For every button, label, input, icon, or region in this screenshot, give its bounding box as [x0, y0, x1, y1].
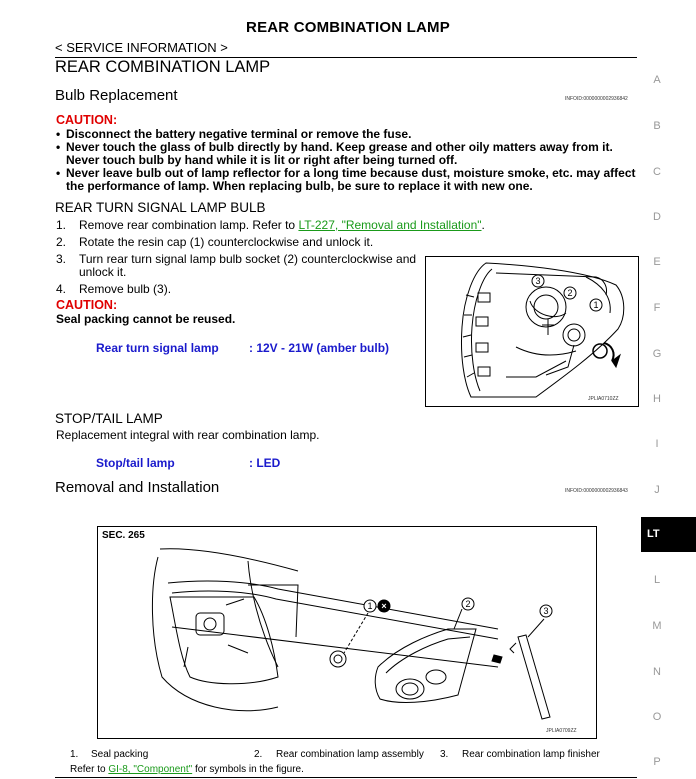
rear-lamp-drawing — [98, 527, 596, 738]
legend-text: Rear combination lamp finisher — [462, 749, 600, 760]
index-tab-p[interactable]: P — [653, 756, 661, 768]
index-tab-a[interactable]: A — [653, 74, 661, 86]
spec-value: : 12V - 21W (amber bulb) — [249, 341, 390, 355]
legend-text: Rear combination lamp assembly — [276, 749, 424, 760]
caution-label: CAUTION: — [56, 113, 118, 127]
callout-2: 2 — [567, 288, 573, 298]
index-tab-c[interactable]: C — [653, 166, 661, 178]
step-text: Turn rear turn signal lamp bulb socket (2) counterclockwise and — [79, 252, 417, 266]
spec-label: Rear turn signal lamp — [96, 341, 219, 355]
section-title: REAR COMBINATION LAMP — [55, 58, 271, 76]
caution-list: • Disconnect the battery negative terminal or remove the fuse. • Never touch the glass of bulb directly by hand. Keep grease and other oily matters away from it. Never touch bulb by hand while it is lit or right after being turned off. • Never leave bulb out of lamp reflector for a long time because dust, moisture smoke, etc. may affect the performance of lamp. When replacing bulb, be sure to replace it with new one. — [56, 127, 636, 193]
info-id: INFOID:0000000002936843 — [565, 488, 628, 494]
caution-text: Seal packing cannot be reused. — [56, 312, 236, 326]
figure-code: JPLIA0710ZZ — [588, 396, 619, 402]
figure-reference: Refer to GI-8, "Component" for symbols in the figure. — [70, 764, 304, 775]
footer-rule — [55, 777, 637, 778]
callout-1: 1 — [367, 601, 373, 611]
callout-3: 3 — [543, 606, 549, 616]
removal-link[interactable]: LT-227, "Removal and Installation" — [298, 218, 482, 232]
stop-tail-heading: STOP/TAIL LAMP — [55, 411, 163, 426]
step-text: Remove bulb (3). — [79, 282, 172, 296]
index-tab-b[interactable]: B — [653, 120, 661, 132]
sec-label: SEC. 265 — [102, 530, 145, 541]
index-tab-e[interactable]: E — [653, 256, 661, 268]
index-tab-g[interactable]: G — [652, 348, 662, 360]
info-id: INFOID:0000000002936842 — [565, 96, 628, 102]
callout-1: 1 — [593, 300, 599, 310]
step-text: Rotate the resin cap (1) counterclockwise and unlock it. — [79, 235, 374, 249]
bulb-replacement-heading: Bulb Replacement — [55, 87, 178, 104]
index-tab-m[interactable]: M — [652, 620, 662, 632]
figure-code: JPLIA0709ZZ — [546, 728, 577, 734]
turn-signal-heading: REAR TURN SIGNAL LAMP BULB — [55, 200, 266, 215]
caution-item: Never touch the glass of bulb directly by hand. Keep grease and other oily matters away from it. — [66, 140, 613, 154]
removal-heading: Removal and Installation — [55, 479, 220, 496]
component-link[interactable]: GI-8, "Component" — [108, 764, 193, 775]
turn-signal-figure — [425, 256, 639, 407]
step-text: unlock it. — [79, 265, 127, 279]
spec-label: Stop/tail lamp — [96, 456, 175, 470]
index-tab-h[interactable]: H — [653, 393, 661, 405]
caution-item: the performance of lamp. When replacing bulb, be sure to replace it with new one. — [66, 179, 533, 193]
turn-steps: 1. Remove rear combination lamp. Refer to LT-227, "Removal and Installation". 2. Rotate the resin cap (1) counterclockwise and unlock it. 3. Turn rear turn signal lamp bulb socket (2) counterclockwise and unlock it. 4. Remove bulb (3). — [56, 218, 485, 296]
breadcrumb[interactable]: < SERVICE INFORMATION > — [55, 40, 228, 55]
legend-num: 3. — [440, 749, 449, 760]
index-tab-j[interactable]: J — [654, 484, 660, 496]
svg-text:×: × — [381, 601, 387, 611]
legend-text: Seal packing — [91, 749, 149, 760]
caution-item: Disconnect the battery negative terminal or remove the fuse. — [66, 127, 412, 141]
legend-num: 2. — [254, 749, 263, 760]
stop-tail-text: Replacement integral with rear combination lamp. — [56, 428, 320, 442]
index-tab-d[interactable]: D — [653, 211, 661, 223]
index-tab-f[interactable]: F — [653, 302, 661, 314]
spec-value: : LED — [249, 456, 281, 470]
lamp-housing-drawing — [426, 257, 638, 406]
index-tab-n[interactable]: N — [653, 666, 661, 678]
callout-3: 3 — [535, 276, 541, 286]
legend-num: 1. — [70, 749, 79, 760]
caution-label: CAUTION: — [56, 298, 118, 312]
index-tab-l[interactable]: L — [653, 574, 661, 586]
removal-figure — [97, 526, 597, 739]
index-tab-lt-active[interactable]: LT — [641, 517, 696, 552]
index-tab-o[interactable]: O — [652, 711, 662, 723]
caution-item: Never leave bulb out of lamp reflector for a long time because dust, moisture smoke, etc. may affect — [66, 166, 636, 180]
page-title: REAR COMBINATION LAMP — [246, 19, 450, 36]
caution-item: Never touch bulb by hand while it is lit or right after being turned off. — [66, 153, 458, 167]
index-tab-i[interactable]: I — [655, 438, 659, 450]
callout-2: 2 — [465, 599, 471, 609]
